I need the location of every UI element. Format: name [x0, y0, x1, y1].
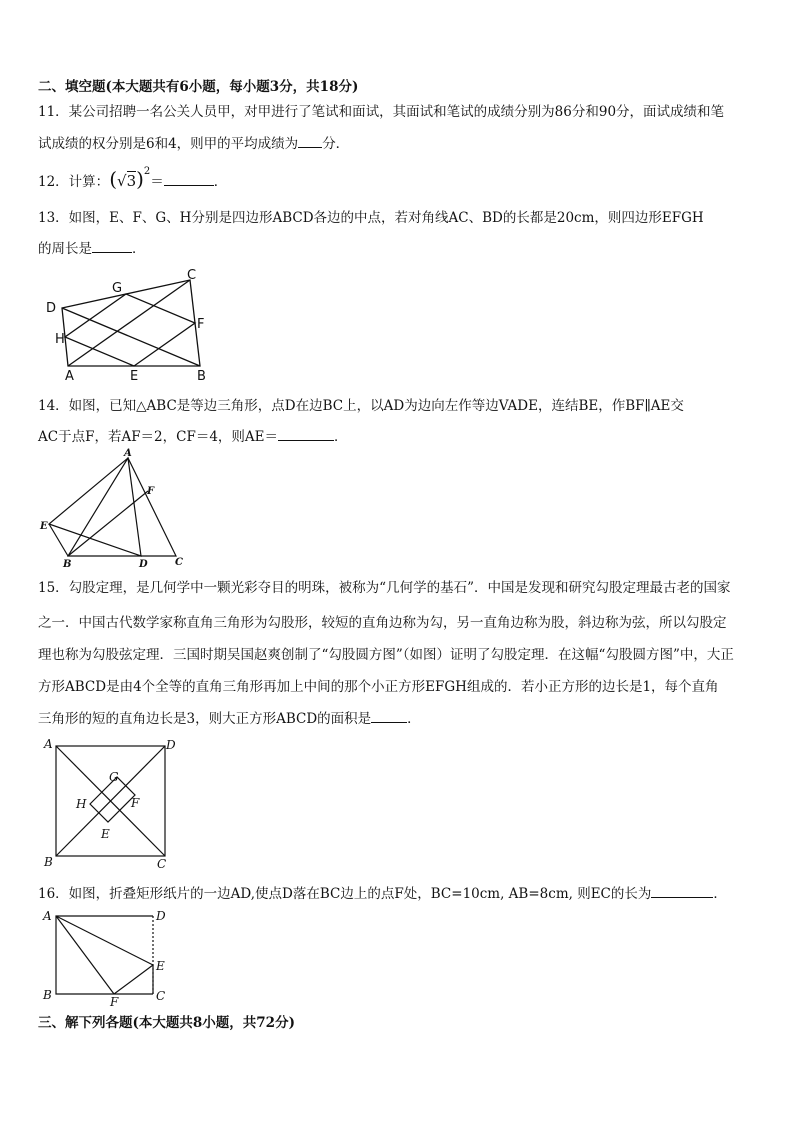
q16-label-b: B [43, 988, 52, 1002]
q13-quad-abcd [62, 280, 200, 366]
q13-label-d: D [46, 301, 57, 316]
q13-answer-blank [92, 238, 132, 253]
q11-line2 [38, 133, 349, 154]
q14-end: ． [334, 429, 348, 445]
q16-segment-af [56, 916, 114, 994]
q14-label-d: D [139, 559, 148, 570]
q16-fold-line-ae [56, 916, 153, 965]
q13-label-a: A [65, 369, 74, 384]
q14-label-a: A [124, 448, 132, 459]
section-title-solve: 三、解下列各题(本大题共8小题，共72分) [38, 1015, 295, 1031]
q11-end: 分． [322, 136, 350, 152]
q11-text: 试成绩的权分别是6和4，则甲的平均成绩为 [38, 136, 299, 152]
q12-exponent: 2 [143, 166, 151, 177]
q14-segment-be [49, 524, 68, 556]
q12-prefix: 12．计算： [38, 174, 110, 190]
q15-label-g: G [109, 770, 119, 784]
q16-end: ． [713, 886, 727, 902]
q15-label-h: H [76, 797, 87, 811]
q15-text: 三角形的短的直角边长是3，则大正方形ABCD的面积是 [38, 711, 372, 727]
q12-sqrt-radicand: 3 [126, 172, 137, 190]
q11-line1: 11．某公司招聘一名公关人员甲，对甲进行了笔试和面试，其面试和笔试的成绩分别为86分和90分，面试成绩和笔 [38, 104, 725, 120]
q15-line3: 理也称为勾股弦定理．三国时期吴国赵爽创制了“勾股圆方图”（如图）证明了勾股定理．在这幅“勾股圆方图”中，大正 [38, 647, 734, 663]
q15-label-c: C [157, 857, 167, 871]
q11-answer-blank [298, 133, 322, 148]
q14-segment-bf [68, 491, 148, 556]
q16-label-c: C [156, 989, 166, 1003]
q16-text: 16．如图，折叠矩形纸片的一边AD,使点D落在BC边上的点F处，BC=10cm, AB=8cm, 则EC的长为 [38, 886, 652, 902]
q14-triangle-abc [68, 458, 176, 556]
q14-label-b: B [63, 559, 72, 570]
q16-folded-rectangle-figure [40, 906, 180, 1009]
q16-label-f: F [110, 995, 119, 1009]
q13-label-g: G [112, 281, 123, 296]
section-title-fill-in: 二、填空题(本大题共有6小题，每小题3分，共18分) [38, 79, 359, 95]
q15-answer-blank [371, 708, 407, 723]
q14-label-c: C [175, 557, 183, 568]
q14-label-e: E [40, 521, 48, 532]
q15-label-a: A [44, 737, 53, 751]
q12-answer-blank [164, 171, 214, 186]
q14-line1: 14．如图，已知△ABC是等边三角形，点D在边BC上，以AD为边向左作等边VADE，连结BE，作BF∥AE交 [38, 398, 684, 414]
q13-label-f: F [197, 317, 205, 332]
q15-line2: 之一．中国古代数学家称直角三角形为勾股形，较短的直角边称为勾，另一直角边称为股，斜边称为弦，所以勾股定 [38, 615, 727, 631]
q15-end: ． [407, 711, 421, 727]
q16-label-e: E [156, 959, 165, 973]
q13-quadrilateral-figure [40, 268, 220, 384]
q13-line2 [38, 238, 146, 259]
q13-label-c: C [187, 268, 197, 283]
q13-line1: 13．如图，E、F、G、H分别是四边形ABCD各边的中点，若对角线AC、BD的长都是20cm，则四边形EFGH [38, 210, 704, 226]
q14-answer-blank [278, 426, 334, 441]
q15-line4: 方形ABCD是由4个全等的直角三角形再加上中间的那个小正方形EFGH组成的．若小正方形的边长是1，每个直角 [38, 679, 719, 695]
q13-label-e: E [130, 369, 139, 384]
q16-rectangle-abc [56, 916, 153, 994]
q15-pythagoras-square-figure [40, 737, 180, 871]
q16-answer-blank [651, 883, 713, 898]
q14-line2 [38, 426, 348, 447]
q13-text: 的周长是 [38, 241, 92, 257]
q12-equals: ＝ [150, 174, 164, 190]
q14-triangle-figure [38, 448, 198, 570]
q12-expression: $(√3)^2$ [109, 166, 151, 191]
q15-label-e: E [101, 827, 110, 841]
q15-label-d: D [166, 738, 176, 752]
q15-label-b: B [44, 855, 53, 869]
q15-line1: 15．勾股定理，是几何学中一颗光彩夺目的明珠，被称为“几何学的基石”．中国是发现和研究勾股定理最古老的国家 [38, 580, 731, 596]
q16-label-d: D [156, 909, 166, 923]
q16-label-a: A [43, 909, 52, 923]
q14-label-f: F [147, 486, 155, 497]
q16-segment-fe [114, 965, 153, 994]
q13-label-b: B [197, 369, 206, 384]
q16-line1 [38, 883, 727, 904]
q15-line5 [38, 708, 421, 729]
q12-line [38, 168, 227, 192]
q14-text: AC于点F，若AF＝2，CF＝4，则AE＝ [38, 429, 279, 445]
q15-label-f: F [131, 796, 140, 810]
q13-label-h: H [55, 332, 65, 347]
q12-end: ． [213, 174, 228, 190]
q13-end: ． [132, 241, 146, 257]
q14-triangle-ade [49, 458, 141, 556]
